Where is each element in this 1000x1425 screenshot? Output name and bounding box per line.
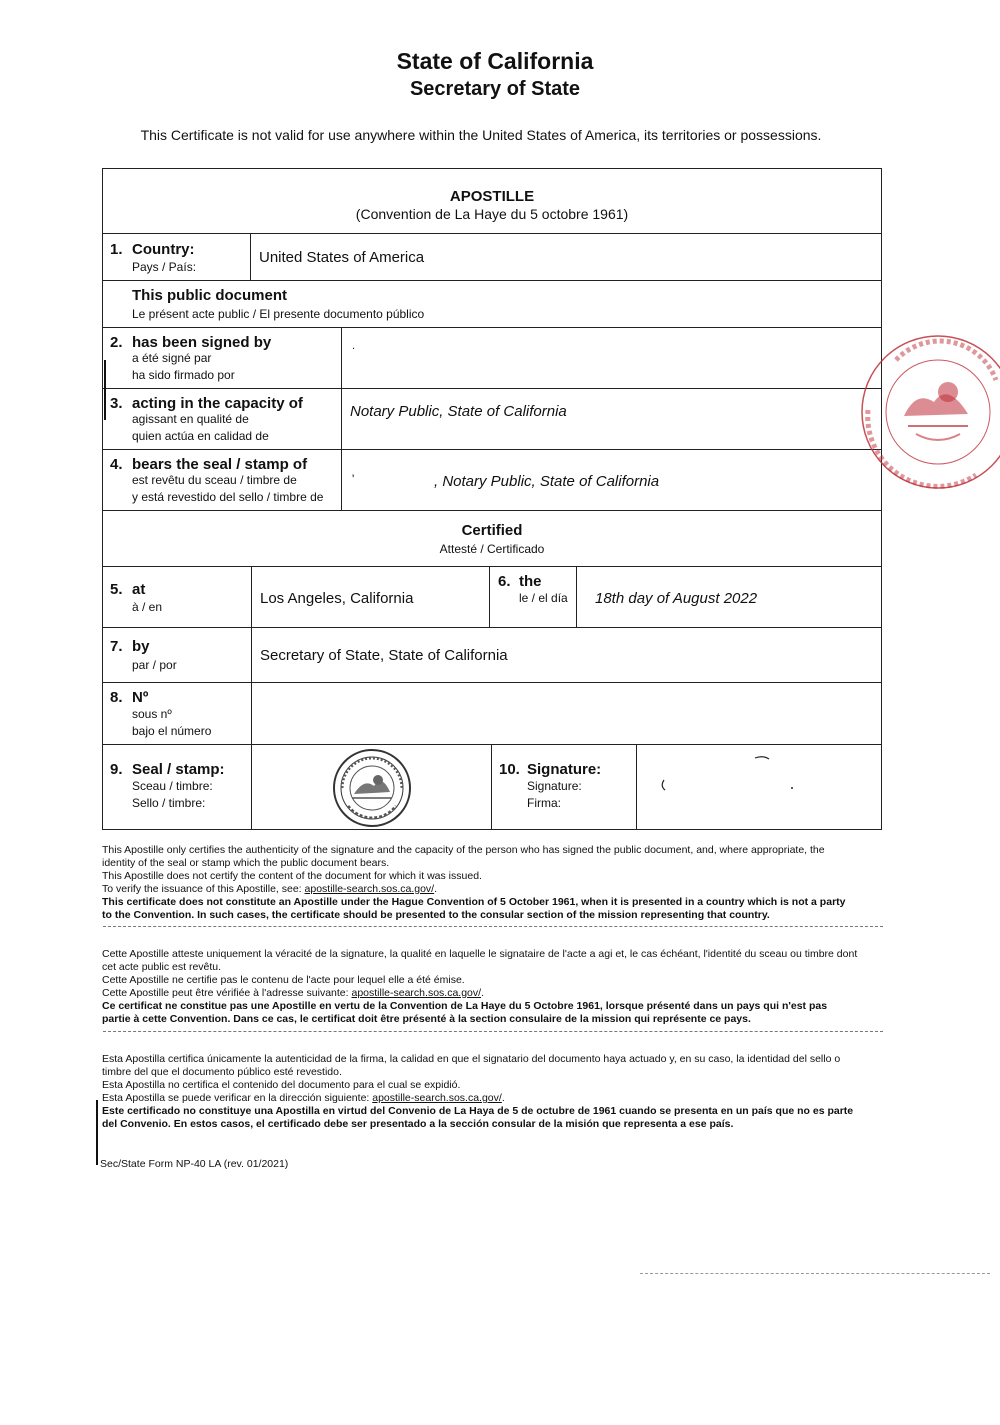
footer-text: Esta Apostilla no certifica el contenido del documento para el cual se expidió. [102, 1079, 461, 1091]
footer-text: Cette Apostille atteste uniquement la véracité de la signature, la qualité en laquelle le signataire de l'acte a agi et, le cas échéant, l'identité du sceau ou timbre dont [102, 948, 858, 960]
section-separator [103, 1031, 883, 1032]
row-divider [102, 682, 882, 683]
footer-text: . [434, 883, 438, 895]
date-value: 18th day of August 2022 [595, 590, 758, 607]
page-title: State of California [396, 48, 594, 74]
row-divider [102, 566, 882, 567]
signature-sublabel-fr: Signature: [527, 779, 582, 793]
footer-text: Cette Apostille ne certifie pas le contenu de l'acte pour lequel elle a été émise. [102, 974, 465, 986]
field-number: 10. [499, 761, 520, 778]
bottom-separator [640, 1273, 990, 1274]
row-divider [102, 744, 882, 745]
footer-text: Este certificado no constituye una Apostilla en virtud del Convenio de La Haya de 5 de octubre de 1961 cuando se presenta en un país que no es parte [102, 1105, 854, 1117]
country-value: United States of America [259, 249, 425, 266]
field-number: 7. [110, 638, 123, 655]
section-separator [103, 926, 883, 927]
footer-text: This certificate does not constitute an Apostille under the Hague Convention of 5 October 1961, when it is presented in a country which is not a party [102, 896, 846, 908]
capacity-sublabel-es: quien actúa en calidad de [132, 429, 269, 443]
verification-link[interactable]: apostille-search.sos.ca.gov/ [351, 987, 482, 999]
footer-text: Esta Apostilla se puede verificar en la dirección siguiente: [102, 1092, 373, 1104]
capacity-value: Notary Public, State of California [350, 403, 567, 420]
number-sublabel-fr: sous nº [132, 707, 172, 721]
apostille-convention: (Convention de La Haye du 5 octobre 1961) [355, 206, 629, 222]
footer-verify-line [102, 883, 882, 896]
footer-text: To verify the issuance of this Apostille, see: [102, 883, 305, 895]
public-document-sublabel: Le présent acte public / El presente documento público [132, 307, 425, 321]
country-sublabel: Pays / País: [132, 260, 197, 274]
seal-of-sublabel-fr: est revêtu du sceau / timbre de [132, 473, 297, 487]
signed-by-label: has been signed by [132, 334, 272, 351]
certified-sublabel: Attesté / Certificado [439, 542, 545, 556]
by-label: by [132, 638, 150, 655]
footer-text: timbre del que el documento público esté revestido. [102, 1066, 342, 1078]
seal-sublabel-fr: Sceau / timbre: [132, 779, 213, 793]
footer-spanish [102, 1053, 882, 1131]
capacity-label: acting in the capacity of [132, 395, 303, 412]
margin-mark [104, 360, 106, 420]
col-divider [250, 233, 251, 280]
seal-of-value: , Notary Public, State of California [434, 473, 660, 490]
signature-sublabel-es: Firma: [527, 796, 561, 810]
col-divider [576, 566, 577, 627]
footer-english [102, 844, 882, 922]
field-number: 3. [110, 395, 123, 412]
row-divider [102, 233, 882, 234]
row-divider [102, 510, 882, 511]
footer-verify-line [102, 987, 882, 1000]
form-identifier: Sec/State Form NP-40 LA (rev. 01/2021) [100, 1158, 289, 1170]
field-number: 9. [110, 761, 123, 778]
seal-label: Seal / stamp: [132, 761, 225, 778]
col-divider [489, 566, 490, 627]
date-sublabel: le / el día [519, 591, 568, 605]
seal-of-value-prefix: ' [352, 472, 355, 486]
field-number: 4. [110, 456, 123, 473]
by-value: Secretary of State, State of California [260, 647, 508, 664]
office-secretary-of-state-seal [856, 330, 1000, 495]
seal-sublabel-es: Sello / timbre: [132, 796, 206, 810]
row-divider [102, 388, 882, 389]
field-number: 8. [110, 689, 123, 706]
field-number: 1. [110, 241, 123, 258]
margin-mark [96, 1100, 98, 1165]
validity-notice: This Certificate is not valid for use anywhere within the United States of America, its territories or possessions. [140, 127, 822, 143]
signed-by-value: . [352, 340, 356, 352]
row-divider [102, 280, 882, 281]
signature-label: Signature: [527, 761, 602, 778]
footer-text: This Apostille does not certify the content of the document for which it was issued. [102, 870, 482, 882]
number-sublabel-es: bajo el número [132, 724, 212, 738]
footer-text: to the Convention. In such cases, the certificate should be presented to the consular section of the mission representing that country. [102, 909, 770, 921]
footer-text: . [501, 1092, 505, 1104]
footer-text: partie à cette Convention. Dans ce cas, le certificat doit être présenté à la section consulaire de la mission qui représente ce pays. [102, 1013, 751, 1025]
footer-text: cet acte public est revêtu. [102, 961, 222, 973]
verification-link[interactable]: apostille-search.sos.ca.gov/ [304, 883, 435, 895]
apostille-title: APOSTILLE [449, 188, 535, 205]
signed-by-sublabel-fr: a été signé par [132, 351, 212, 365]
row-divider [102, 449, 882, 450]
date-label: the [519, 573, 542, 590]
at-sublabel: à / en [132, 600, 163, 614]
col-divider [491, 744, 492, 830]
verification-link[interactable]: apostille-search.sos.ca.gov/ [372, 1092, 502, 1104]
col-divider [636, 744, 637, 830]
country-label: Country: [132, 241, 195, 258]
footer-french [102, 948, 882, 1026]
by-sublabel: par / por [132, 658, 177, 672]
state-seal-stamp [330, 748, 414, 828]
page-subtitle: Secretary of State [409, 78, 581, 100]
number-label: Nº [132, 689, 149, 706]
signed-by-sublabel-es: ha sido firmado por [132, 368, 235, 382]
footer-text: This Apostille only certifies the authenticity of the signature and the capacity of the person who has signed the public document, and, where appropriate, the [102, 844, 825, 856]
field-number: 6. [498, 573, 511, 590]
public-document-label: This public document [132, 287, 288, 304]
row-divider [102, 627, 882, 628]
seal-of-sublabel-es: y está revestido del sello / timbre de [132, 490, 324, 504]
footer-text: del Convenio. En estos casos, el certificado debe ser presentado a la sección consular de la misión que representa a ese país. [102, 1118, 734, 1130]
at-label: at [132, 581, 146, 598]
col-divider [341, 327, 342, 510]
field-number: 2. [110, 334, 123, 351]
footer-text: . [481, 987, 484, 999]
footer-text: Esta Apostilla certifica únicamente la autenticidad de la firma, la calidad en que el signatario del documento haya actuado y, en su caso, la identidad del sello o [102, 1053, 841, 1065]
handwritten-signature [655, 752, 805, 812]
field-number: 5. [110, 581, 123, 598]
col-divider [251, 566, 252, 830]
certified-label: Certified [461, 522, 523, 539]
seal-of-label: bears the seal / stamp of [132, 456, 308, 473]
capacity-sublabel-fr: agissant en qualité de [132, 412, 249, 426]
at-value: Los Angeles, California [260, 590, 414, 607]
footer-verify-line [102, 1092, 882, 1105]
footer-text: Cette Apostille peut être vérifiée à l'adresse suivante: [102, 987, 352, 999]
row-divider [102, 327, 882, 328]
footer-text: identity of the seal or stamp which the public document bears. [102, 857, 390, 869]
footer-text: Ce certificat ne constitue pas une Apostille en vertu de la Convention de La Haye du 5 Octobre 1961, lorsque présenté dans un pays qui n'est pas [102, 1000, 828, 1012]
